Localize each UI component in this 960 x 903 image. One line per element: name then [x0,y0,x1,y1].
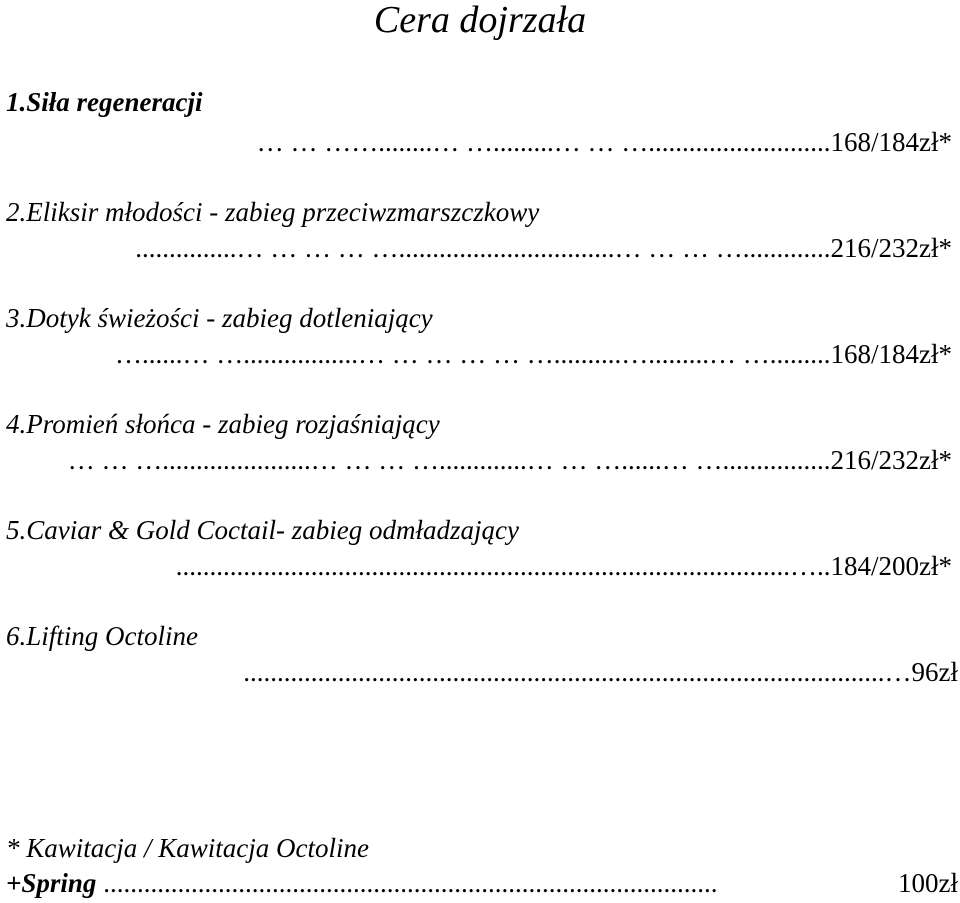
dot-leader: ...............… … … … …................................… … … …............. [135,233,831,263]
treatment-price-3: 168/184zł* [830,339,952,369]
dot-leader: ...........................................................................................….. [175,551,831,581]
dot-leader: …......… ….................… … … … … …..........….........… …......... [115,339,831,369]
page-title: Cera dojrzała [373,0,587,41]
treatment-name-2: 2.Eliksir młodości - zabieg przeciwzmarszczkowy [6,197,540,227]
price-line-3 [6,338,952,370]
treatment-name-3: 3.Dotyk świeżości - zabieg dotleniający [6,303,433,333]
treatment-name-6: 6.Lifting Octoline [6,621,198,651]
footer-price-line [6,867,958,899]
price-line-6 [6,656,958,688]
dot-leader: ...............................................................................................… [243,657,912,687]
dot-leader: … … ……........… ….........… … …........................... [256,127,831,157]
treatment-price-1: 168/184zł* [830,127,952,157]
price-line-1 [6,126,952,158]
footer-price: 100zł [898,868,958,898]
treatment-name-1: 1.Siła regeneracji [6,87,203,117]
footer-note-lead: +Spring [6,868,97,898]
treatment-price-5: 184/200zł* [830,551,952,581]
treatment-price-6: 96zł [911,657,958,687]
treatment-price-4: 216/232zł* [830,445,952,475]
price-line-5 [6,550,952,582]
treatment-name-4: 4.Promień słońca - zabieg rozjaśniający [6,409,440,439]
dot-leader: … … …......................… … … ….............… … …......… …................ [67,445,831,475]
footer-note-title: * Kawitacja / Kawitacja Octoline [6,833,369,863]
price-line-4 [6,444,952,476]
treatment-name-5: 5.Caviar & Gold Coctail- zabieg odmładzający [6,515,519,545]
price-line-2 [6,232,952,264]
treatment-price-2: 216/232zł* [830,233,952,263]
dot-leader: ........................................................................................... [103,868,718,898]
